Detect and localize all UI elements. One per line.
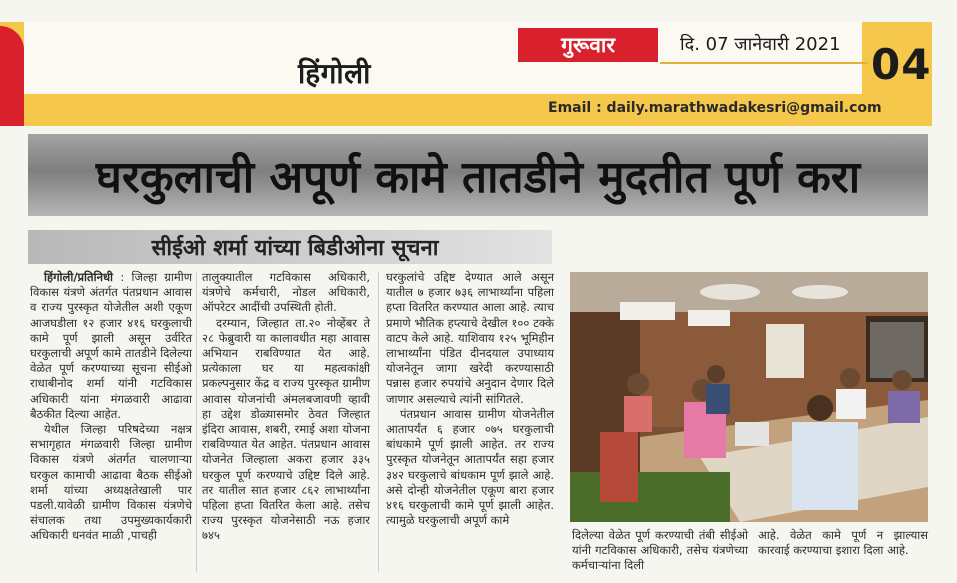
caption-column-2: आहे. वेळेत कामे पूर्ण न झाल्यास कारवाई करण्याचा इशारा दिला आहे. — [758, 528, 928, 558]
issue-date: दि. 07 जानेवारी 2021 — [680, 34, 841, 55]
caption-column-1: दिलेल्या वेळेत पूर्ण करण्याची तंबी सीईओ यांनी गटविकास अधिकारी, तसेच यंत्रणेच्या कर्मचाऱ्यांना दिली — [572, 528, 748, 573]
article-column-1 — [30, 270, 192, 544]
column-1-paragraph-1: : जिल्हा ग्रामीण विकास यंत्रणे अंतर्गत पंतप्रधान आवास व राज्य पुरस्कृत योजेतील अशी एकूण आजघडीला १२ हजार ४१६ घरकुलाची कामे पूर्ण झाली असून उर्वरित घरकुलाची अपूर्ण कामे तातडीने दिलेल्या वेळेत पूर्ण करण्याच्या सूचना सीईओ राधाबीनोद शर्मा यांनी गटविकास अधिकारी यांना मंगळवारी आढावा बैठकीत दिल्या आहेत. — [30, 270, 193, 421]
contact-email: Email : daily.marathwadakesri@gmail.com — [548, 100, 882, 116]
article-subheadline: सीईओ शर्मा यांच्या बिडीओना सूचना — [151, 236, 439, 261]
section-name: हिंगोली — [298, 57, 371, 90]
column-3-paragraph-2: पंतप्रधान आवास ग्रामीण योजनेतील आतापर्यंत ६ हजार ०७५ घरकुलाची बांधकामे पूर्ण झाली आहेत. तर राज्य पुरस्कृत योजनेतून आतापर्यंत सहा हजार ३४२ घरकुलाचे बांधकाम पूर्ण झाले आहे. असे दोन्ही योजनेतील एकूण बारा हजार ४१६ घरकुलाची कामे पूर्ण झाली आहेत. त्यामुळे घरकुलाची अपूर्ण कामे — [386, 406, 554, 528]
meeting-photo — [570, 272, 928, 522]
column-2-paragraph-1: तालुक्यातील गटविकास अधिकारी, यंत्रणेचे कर्मचारी, नोडल अधिकारी, ऑपरेटर आदींची उपस्थिती होती. — [202, 270, 370, 315]
column-1-paragraph-2: येथील जिल्हा परिषदेच्या नक्षत्र सभागृहात मंगळवारी जिल्हा ग्रामीण विकास यंत्रणे अंतर्गत चालणाऱ्या घरकुल कामाची आढावा बैठक सीईओ शर्मा यांच्या अध्यक्षतेखाली पार पडली.यावेळी ग्रामीण विकास यंत्रणेचे संचालक तथा उपमुख्यकार्यकारी अधिकारी धनवंत माळी ,पाचही — [30, 422, 192, 543]
column-divider — [378, 272, 379, 572]
article-dateline: हिंगोली/प्रतिनिधी — [44, 270, 114, 284]
page-number: 04 — [871, 40, 932, 89]
article-headline: घरकुलाची अपूर्ण कामे तातडीने मुदतीत पूर्ण करा — [95, 152, 861, 203]
column-2-paragraph-2: दरम्यान, जिल्हात ता.२० नोव्हेंबर ते २८ फेब्रुवारी या कालावधीत महा आवास अभियान राबविण्यात येत आहे. प्रत्येकाला घर या महत्वकांक्षी प्रकल्पनुसार केंद्र व राज्य पुरस्कृत ग्रामीण आवास योजनांची अंमलबजावणी व्हावी हा उद्देश डोळ्यासमोर ठेवत जिल्हात इंदिरा आवास, शबरी, रमाई अशा योजना राबविण्यात येत आहेत. पंतप्रधान आवास योजनेत जिल्हाला अकरा हजार ३३५ घरकुल पूर्ण करण्याचे उद्दिष्ट दिले आहे. तर यातील सात हजार ८६२ लाभार्थ्यांना पहिला हप्ता वितरित केला आहे. तसेच राज्य पुरस्कृत योजनेसाठी नऊ हजार ७४५ — [202, 315, 370, 543]
column-divider — [196, 272, 197, 572]
column-3-paragraph-1: घरकुलांचे उद्दिष्ट देण्यात आले असून यातील ७ हजार ७३६ लाभार्थ्यांना पहिला हप्ता वितरित करण्यात आला आहे. त्याच प्रमाणे भौतिक हप्त्याचे देखील १०० टक्के वाटप केले आहे. याशिवाय १२५ भूमिहीन लाभार्थ्यांना पंडित दीनदयाल उपाध्याय योजनेतून जागा खरेदी करण्यासाठी पन्नास हजार रुपयांचे अनुदान देणार दिले जाणार असल्याचे त्यांनी सांगितले. — [386, 270, 554, 406]
date-divider — [660, 62, 868, 64]
article-column-2 — [202, 270, 370, 544]
article-column-3 — [386, 270, 554, 528]
masthead-red-tab — [0, 26, 24, 126]
day-label: गुरूवार — [518, 28, 658, 62]
